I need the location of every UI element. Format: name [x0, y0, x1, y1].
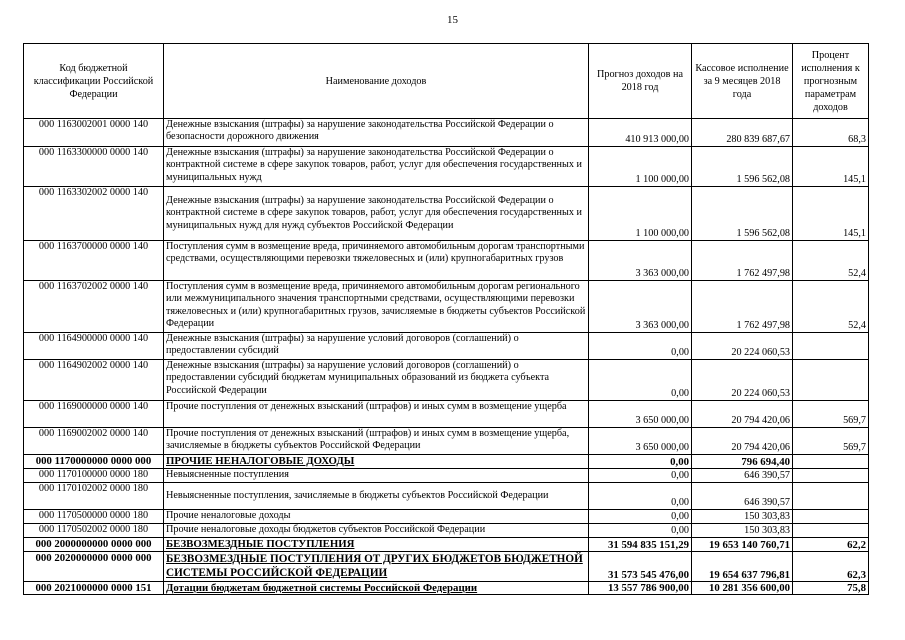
row-execution: 150 303,83 — [692, 510, 793, 524]
row-code: 000 2021000000 0000 151 — [24, 582, 164, 595]
row-percent: 569,7 — [793, 401, 869, 428]
row-name: Прочие поступления от денежных взысканий (штрафов) и иных сумм в возмещение ущерба, зачисляемые в бюджеты субъектов Российской Федерации — [164, 428, 589, 455]
row-percent: 52,4 — [793, 281, 869, 333]
row-code: 000 1164900000 0000 140 — [24, 333, 164, 360]
row-execution: 646 390,57 — [692, 483, 793, 510]
row-forecast: 1 100 000,00 — [589, 147, 692, 187]
header-name: Наименование доходов — [164, 44, 589, 119]
row-forecast: 0,00 — [589, 455, 692, 469]
row-code: 000 1169000000 0000 140 — [24, 401, 164, 428]
row-execution: 20 794 420,06 — [692, 428, 793, 455]
row-name: Денежные взыскания (штрафы) за нарушение законодательства Российской Федерации о контрактной системе в сфере закупок товаров, работ, услуг для обеспечения государственных и муниципальных нужд — [164, 147, 589, 187]
row-percent: 68,3 — [793, 119, 869, 147]
table-header-row — [24, 44, 869, 119]
row-name: БЕЗВОЗМЕЗДНЫЕ ПОСТУПЛЕНИЯ — [164, 538, 589, 552]
row-forecast: 31 573 545 476,00 — [589, 552, 692, 582]
row-name: ПРОЧИЕ НЕНАЛОГОВЫЕ ДОХОДЫ — [164, 455, 589, 469]
row-code: 000 1170100000 0000 180 — [24, 469, 164, 483]
table-row — [24, 469, 869, 483]
row-percent: 145,1 — [793, 147, 869, 187]
table-row — [24, 538, 869, 552]
row-percent — [793, 455, 869, 469]
row-execution: 150 303,83 — [692, 524, 793, 538]
row-name: Прочие неналоговые доходы бюджетов субъектов Российской Федерации — [164, 524, 589, 538]
row-code: 000 1163700000 0000 140 — [24, 241, 164, 281]
row-percent — [793, 510, 869, 524]
revenue-table — [23, 43, 869, 595]
header-percent: Процент исполнения к прогнозным параметрам доходов — [793, 44, 869, 119]
table-row — [24, 455, 869, 469]
table-row — [24, 333, 869, 360]
row-name: Денежные взыскания (штрафы) за нарушение условий договоров (соглашений) о предоставлении субсидий бюджетам муниципальных образований из бюджета субъекта Российской Федерации — [164, 360, 589, 401]
row-code: 000 1169002002 0000 140 — [24, 428, 164, 455]
row-name: Поступления сумм в возмещение вреда, причиняемого автомобильным дорогам регионального или межмуниципального значения транспортными средствами, осуществляющими перевозки тяжеловесных и (или) крупногабаритных грузов, зачисляемые в бюджеты субъектов Российской Федерации — [164, 281, 589, 333]
row-name: БЕЗВОЗМЕЗДНЫЕ ПОСТУПЛЕНИЯ ОТ ДРУГИХ БЮДЖЕТОВ БЮДЖЕТНОЙ СИСТЕМЫ РОССИЙСКОЙ ФЕДЕРАЦИИ — [164, 552, 589, 582]
table-row — [24, 401, 869, 428]
row-forecast: 0,00 — [589, 483, 692, 510]
row-code: 000 1170500000 0000 180 — [24, 510, 164, 524]
row-forecast: 0,00 — [589, 469, 692, 483]
row-code: 000 1170000000 0000 000 — [24, 455, 164, 469]
row-percent: 75,8 — [793, 582, 869, 595]
row-name: Прочие неналоговые доходы — [164, 510, 589, 524]
table-row — [24, 510, 869, 524]
row-percent — [793, 333, 869, 360]
row-execution: 19 653 140 760,71 — [692, 538, 793, 552]
row-forecast: 0,00 — [589, 360, 692, 401]
row-code: 000 1163300000 0000 140 — [24, 147, 164, 187]
row-execution: 20 794 420,06 — [692, 401, 793, 428]
row-name: Денежные взыскания (штрафы) за нарушение законодательства Российской Федерации о контрактной системе в сфере закупок товаров, работ, услуг для обеспечения государственных и муниципальных нужд для нужд субъектов Российской Федерации — [164, 187, 589, 241]
row-code: 000 1170102002 0000 180 — [24, 483, 164, 510]
row-code: 000 2020000000 0000 000 — [24, 552, 164, 582]
table-row — [24, 552, 869, 582]
table-row — [24, 524, 869, 538]
row-percent: 52,4 — [793, 241, 869, 281]
row-forecast: 13 557 786 900,00 — [589, 582, 692, 595]
row-forecast: 0,00 — [589, 333, 692, 360]
table-row — [24, 119, 869, 147]
row-name: Дотации бюджетам бюджетной системы Российской Федерации — [164, 582, 589, 595]
row-execution: 1 596 562,08 — [692, 187, 793, 241]
row-name: Денежные взыскания (штрафы) за нарушение условий договоров (соглашений) о предоставлении субсидий — [164, 333, 589, 360]
row-forecast: 3 650 000,00 — [589, 401, 692, 428]
row-percent: 569,7 — [793, 428, 869, 455]
row-execution: 1 596 562,08 — [692, 147, 793, 187]
row-percent — [793, 469, 869, 483]
row-forecast: 1 100 000,00 — [589, 187, 692, 241]
row-forecast: 0,00 — [589, 524, 692, 538]
row-execution: 10 281 356 600,00 — [692, 582, 793, 595]
row-execution: 796 694,40 — [692, 455, 793, 469]
header-forecast: Прогноз доходов на 2018 год — [589, 44, 692, 119]
row-forecast: 3 650 000,00 — [589, 428, 692, 455]
row-execution: 20 224 060,53 — [692, 333, 793, 360]
page-number: 15 — [447, 14, 458, 26]
row-percent — [793, 360, 869, 401]
table-row — [24, 187, 869, 241]
table-row — [24, 281, 869, 333]
row-execution: 280 839 687,67 — [692, 119, 793, 147]
table-row — [24, 582, 869, 595]
row-name: Прочие поступления от денежных взысканий (штрафов) и иных сумм в возмещение ущерба — [164, 401, 589, 428]
row-code: 000 1163002001 0000 140 — [24, 119, 164, 147]
row-percent — [793, 483, 869, 510]
table-row — [24, 428, 869, 455]
row-execution: 1 762 497,98 — [692, 281, 793, 333]
row-percent: 145,1 — [793, 187, 869, 241]
row-name: Денежные взыскания (штрафы) за нарушение законодательства Российской Федерации о безопасности дорожного движения — [164, 119, 589, 147]
row-name: Поступления сумм в возмещение вреда, причиняемого автомобильным дорогам транспортными средствами, осуществляющими перевозки тяжеловесных и (или) крупногабаритных грузов — [164, 241, 589, 281]
row-forecast: 3 363 000,00 — [589, 241, 692, 281]
row-code: 000 1163302002 0000 140 — [24, 187, 164, 241]
row-forecast: 3 363 000,00 — [589, 281, 692, 333]
row-execution: 646 390,57 — [692, 469, 793, 483]
row-name: Невыясненные поступления — [164, 469, 589, 483]
row-code: 000 1163702002 0000 140 — [24, 281, 164, 333]
row-execution: 1 762 497,98 — [692, 241, 793, 281]
row-code: 000 1170502002 0000 180 — [24, 524, 164, 538]
table-row — [24, 241, 869, 281]
row-execution: 20 224 060,53 — [692, 360, 793, 401]
row-percent — [793, 524, 869, 538]
row-percent: 62,3 — [793, 552, 869, 582]
header-code: Код бюджетной классификации Российской Федерации — [24, 44, 164, 119]
row-forecast: 0,00 — [589, 510, 692, 524]
table-row — [24, 483, 869, 510]
row-code: 000 1164902002 0000 140 — [24, 360, 164, 401]
header-execution: Кассовое исполнение за 9 месяцев 2018 года — [692, 44, 793, 119]
row-percent: 62,2 — [793, 538, 869, 552]
row-name: Невыясненные поступления, зачисляемые в бюджеты субъектов Российской Федерации — [164, 483, 589, 510]
row-forecast: 31 594 835 151,29 — [589, 538, 692, 552]
table-row — [24, 360, 869, 401]
table-row — [24, 147, 869, 187]
row-forecast: 410 913 000,00 — [589, 119, 692, 147]
row-execution: 19 654 637 796,81 — [692, 552, 793, 582]
row-code: 000 2000000000 0000 000 — [24, 538, 164, 552]
